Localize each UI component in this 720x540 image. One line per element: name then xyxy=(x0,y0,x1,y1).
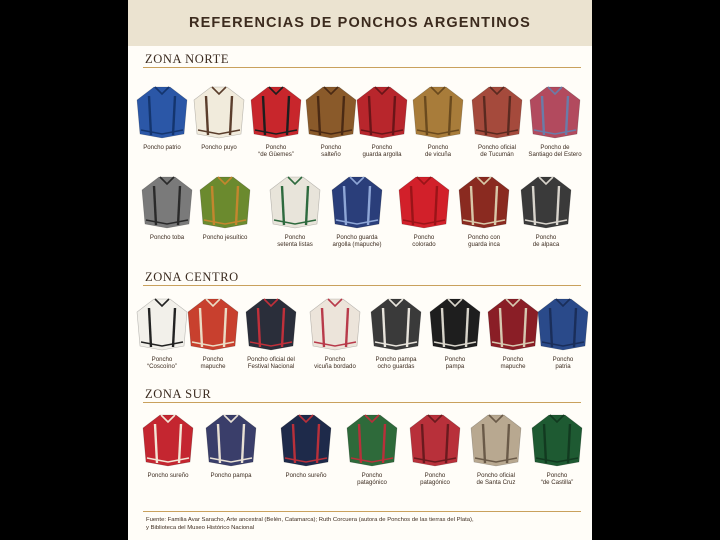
poncho-illustration xyxy=(528,84,582,140)
poncho-item xyxy=(524,412,590,487)
poncho-label: Poncho con guarda inca xyxy=(467,234,501,249)
poncho-label: Poncho “Coscoíno” xyxy=(147,356,177,371)
poncho-item xyxy=(238,296,304,371)
poncho-label: Poncho colorado xyxy=(412,234,436,249)
poncho-label: Poncho guarda argolla xyxy=(362,144,402,159)
poncho-label: Poncho toba xyxy=(149,234,185,241)
poncho-label: Poncho mapuche xyxy=(200,356,226,371)
poncho-item xyxy=(135,412,201,479)
poncho-item xyxy=(198,412,264,479)
poster xyxy=(128,0,592,540)
poncho-label: Poncho patagónico xyxy=(420,472,450,487)
poncho-label: Poncho pampa ocho guardas xyxy=(375,356,417,371)
poncho-label: Poncho patrio xyxy=(143,144,181,151)
poncho-label: Poncho pampa xyxy=(444,356,466,371)
poncho-label: Poncho “de Castilla” xyxy=(540,472,574,487)
poncho-illustration xyxy=(470,84,524,140)
poncho-illustration xyxy=(186,296,240,352)
poncho-item xyxy=(464,84,530,159)
poncho-illustration xyxy=(536,296,590,352)
poncho-label: Poncho setenta listas xyxy=(277,234,313,249)
poncho-illustration xyxy=(135,84,189,140)
poncho-item xyxy=(134,174,200,241)
poncho-label: Poncho vicuña bordado xyxy=(314,356,356,371)
poncho-label: Poncho sureño xyxy=(285,472,327,479)
poncho-label: Poncho patria xyxy=(552,356,574,371)
footer-divider xyxy=(143,511,581,512)
poncho-label: Poncho jesuítico xyxy=(202,234,248,241)
zone-title-sur: ZONA SUR xyxy=(145,387,212,401)
poncho-label: Poncho oficial de Tucumán xyxy=(478,144,516,159)
poncho-item xyxy=(273,412,339,479)
poncho-label: Poncho “de Güemes” xyxy=(258,144,294,159)
poncho-illustration xyxy=(530,412,584,468)
poncho-illustration xyxy=(140,174,194,230)
title-bar xyxy=(128,0,592,46)
zone-divider xyxy=(143,67,581,68)
poncho-illustration xyxy=(308,296,362,352)
poncho-item xyxy=(302,296,368,371)
poncho-illustration xyxy=(204,412,258,468)
poncho-item xyxy=(522,84,588,159)
zone-title-norte: ZONA NORTE xyxy=(145,52,230,66)
poncho-illustration xyxy=(141,412,195,468)
poncho-item xyxy=(262,174,328,249)
poncho-label: Poncho salteño xyxy=(320,144,342,159)
zone-divider xyxy=(143,285,581,286)
poncho-illustration xyxy=(192,84,246,140)
poncho-label: Poncho patagónico xyxy=(357,472,387,487)
poncho-label: Poncho oficial de Santa Cruz xyxy=(476,472,516,487)
poncho-item xyxy=(339,412,405,487)
poncho-item xyxy=(530,296,592,371)
poncho-illustration xyxy=(408,412,462,468)
poncho-illustration xyxy=(330,174,384,230)
poncho-illustration xyxy=(457,174,511,230)
poncho-illustration xyxy=(411,84,465,140)
poncho-label: Poncho de vicuña xyxy=(424,144,452,159)
poncho-item xyxy=(451,174,517,249)
zone-title-centro: ZONA CENTRO xyxy=(145,270,239,284)
poncho-item xyxy=(463,412,529,487)
poster-title: REFERENCIAS DE PONCHOS ARGENTINOS xyxy=(189,15,531,31)
poncho-label: Poncho pampa xyxy=(210,472,252,479)
poncho-illustration xyxy=(355,84,409,140)
poncho-illustration xyxy=(268,174,322,230)
poncho-illustration xyxy=(428,296,482,352)
source-note: Fuente: Familia Avar Saracho, Arte ancestral (Belén, Catamarca); Ruth Corcuera (autora de Ponchos de las tierras del Plata), y Biblioteca del Museo Histórico Nacional xyxy=(146,517,474,531)
poncho-illustration xyxy=(469,412,523,468)
poncho-item xyxy=(180,296,246,371)
poncho-illustration xyxy=(345,412,399,468)
poncho-item xyxy=(363,296,429,371)
poncho-label: Poncho oficial del Festival Nacional xyxy=(247,356,295,371)
poncho-item xyxy=(391,174,457,249)
poncho-label: Poncho de Santiago del Estero xyxy=(528,144,582,159)
poncho-illustration xyxy=(397,174,451,230)
poncho-item xyxy=(192,174,258,241)
poncho-item xyxy=(402,412,468,487)
poncho-label: Poncho de alpaca xyxy=(532,234,560,249)
poncho-illustration xyxy=(249,84,303,140)
poncho-illustration xyxy=(198,174,252,230)
poncho-item xyxy=(405,84,471,159)
poncho-illustration xyxy=(244,296,298,352)
poncho-label: Poncho guarda argolla (mapuche) xyxy=(332,234,382,249)
poncho-label: Poncho mapuche xyxy=(500,356,526,371)
poncho-item xyxy=(324,174,390,249)
poncho-label: Poncho sureño xyxy=(147,472,189,479)
poncho-illustration xyxy=(519,174,573,230)
poncho-item xyxy=(422,296,488,371)
poncho-item xyxy=(513,174,579,249)
poncho-label: Poncho puyo xyxy=(201,144,237,151)
zone-divider xyxy=(143,402,581,403)
poncho-illustration xyxy=(369,296,423,352)
poncho-illustration xyxy=(279,412,333,468)
